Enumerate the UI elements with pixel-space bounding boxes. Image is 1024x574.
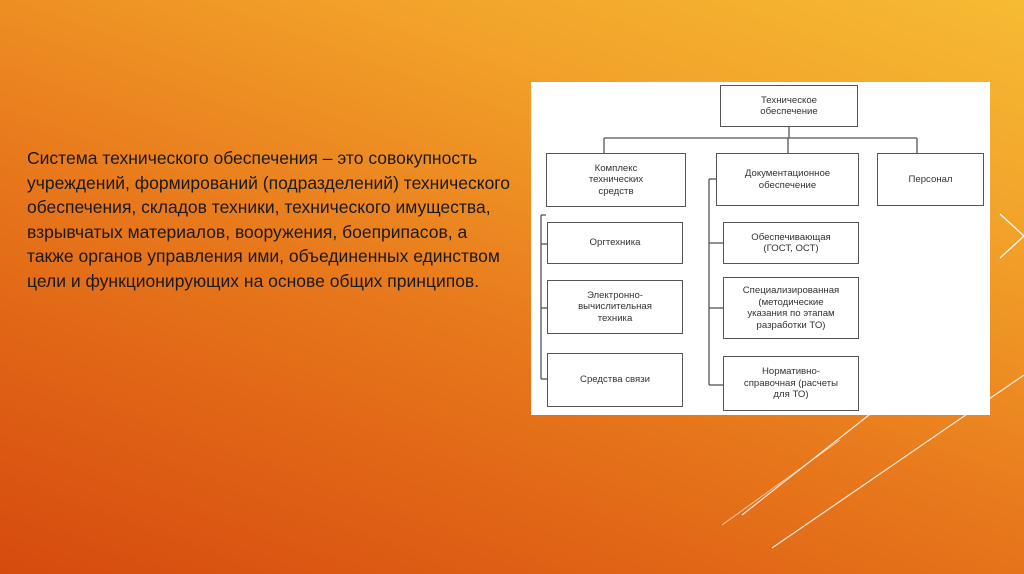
node-technical-support: Техническое обеспечение xyxy=(720,85,858,127)
node-office-equipment: Оргтехника xyxy=(547,222,683,264)
chevron-decoration xyxy=(1000,214,1024,258)
node-technical-means-complex: Комплекс технических средств xyxy=(546,153,686,207)
diagonal-line-3 xyxy=(722,440,840,525)
definition-text: Система технического обеспечения – это совокупность учреждений, формирований (подразделений) технического обеспечения, складов техники, технического имущества, взрывчатых материалов, вооружения, боеприпасов, а также органов управления ими, объединенных единством цели и функционирующих на основе общих принципов. xyxy=(27,148,511,291)
node-normative-docs: Нормативно- справочная (расчеты для ТО) xyxy=(723,356,859,411)
node-providing-docs: Обеспечивающая (ГОСТ, ОСТ) xyxy=(723,222,859,264)
node-communications: Средства связи xyxy=(547,353,683,407)
node-computing-equipment: Электронно- вычислительная техника xyxy=(547,280,683,334)
node-personnel: Персонал xyxy=(877,153,984,206)
node-documentation-support: Документационное обеспечение xyxy=(716,153,859,206)
structure-diagram xyxy=(531,82,990,415)
node-specialized-docs: Специализированная (методические указания по этапам разработки ТО) xyxy=(723,277,859,339)
